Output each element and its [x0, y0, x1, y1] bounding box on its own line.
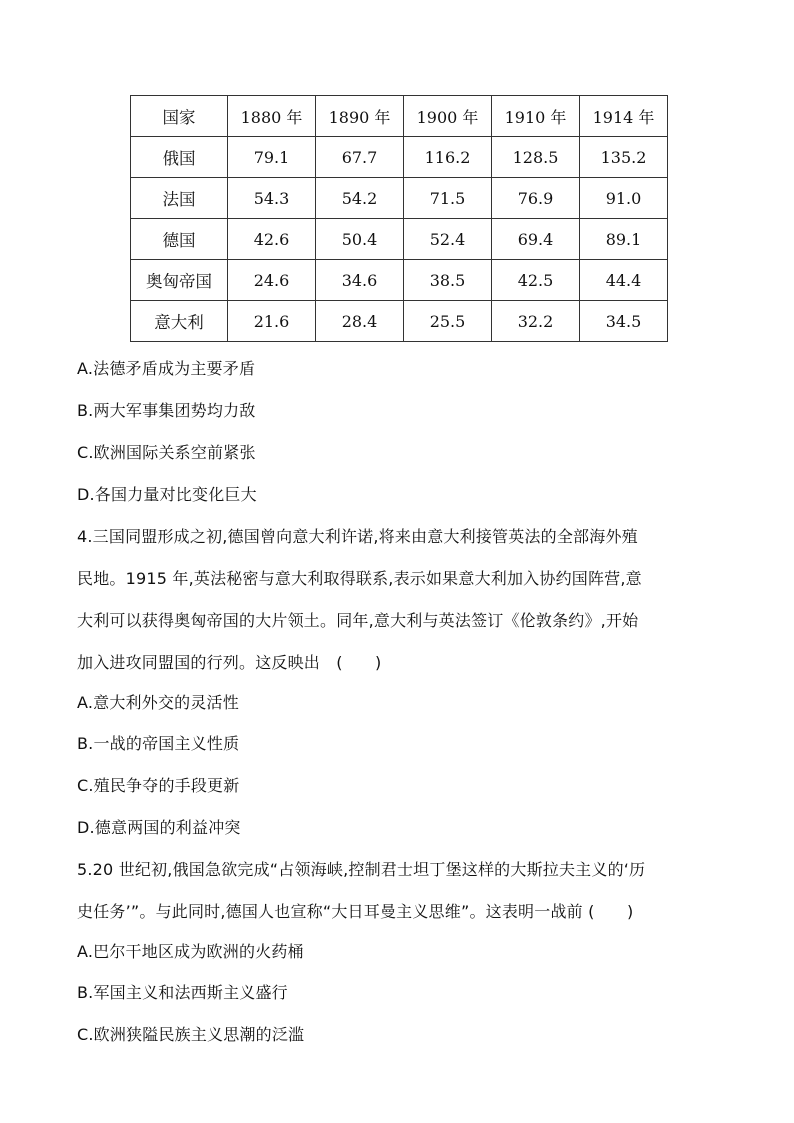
q4-option-b: B.一战的帝国主义性质 — [77, 734, 240, 753]
table-header-cell: 1914 年 — [580, 96, 668, 137]
table-cell-country: 德国 — [131, 219, 228, 260]
table-cell: 116.2 — [404, 137, 492, 178]
table-cell-country: 奥匈帝国 — [131, 260, 228, 301]
table-cell-country: 意大利 — [131, 301, 228, 342]
table-header-row — [131, 96, 668, 137]
table-header-cell: 1880 年 — [228, 96, 316, 137]
table-cell: 42.5 — [492, 260, 580, 301]
table-cell: 42.6 — [228, 219, 316, 260]
q5-stem-line-2: 史任务’”。与此同时,德国人也宣称“大日耳曼主义思维”。这表明一战前 ( ) — [77, 902, 634, 921]
table-cell: 54.2 — [316, 178, 404, 219]
table-row — [131, 260, 668, 301]
q3-option-c: C.欧洲国际关系空前紧张 — [77, 443, 256, 462]
table-cell: 28.4 — [316, 301, 404, 342]
table-cell: 91.0 — [580, 178, 668, 219]
q4-stem-line-3: 大利可以获得奥匈帝国的大片领土。同年,意大利与英法签订《伦敦条约》,开始 — [77, 611, 639, 630]
table-cell: 32.2 — [492, 301, 580, 342]
table-cell: 69.4 — [492, 219, 580, 260]
table-cell-country: 俄国 — [131, 137, 228, 178]
table-cell: 52.4 — [404, 219, 492, 260]
q4-option-a: A.意大利外交的灵活性 — [77, 693, 239, 712]
table-header-cell: 1910 年 — [492, 96, 580, 137]
table-row — [131, 301, 668, 342]
table-row — [131, 178, 668, 219]
q5-option-a: A.巴尔干地区成为欧洲的火药桶 — [77, 942, 304, 961]
table-cell: 54.3 — [228, 178, 316, 219]
table-cell: 44.4 — [580, 260, 668, 301]
q5-option-c: C.欧洲狭隘民族主义思潮的泛滥 — [77, 1025, 305, 1044]
table-row — [131, 219, 668, 260]
table-cell: 79.1 — [228, 137, 316, 178]
table-header-cell: 1900 年 — [404, 96, 492, 137]
q4-option-d: D.德意两国的利益冲突 — [77, 818, 241, 837]
q5-stem-line-1: 5.20 世纪初,俄国急欲完成“占领海峡,控制君士坦丁堡这样的大斯拉夫主义的‘历 — [77, 860, 646, 879]
q4-stem-line-2: 民地。1915 年,英法秘密与意大利取得联系,表示如果意大利加入协约国阵营,意 — [77, 569, 642, 588]
table-cell: 34.6 — [316, 260, 404, 301]
q4-stem-line-4: 加入进攻同盟国的行列。这反映出 ( ) — [77, 653, 382, 672]
table-cell-country: 法国 — [131, 178, 228, 219]
table-cell: 67.7 — [316, 137, 404, 178]
table-cell: 76.9 — [492, 178, 580, 219]
table-cell: 34.5 — [580, 301, 668, 342]
table-cell: 71.5 — [404, 178, 492, 219]
military-data-table — [130, 95, 668, 342]
table-cell: 135.2 — [580, 137, 668, 178]
table-cell: 89.1 — [580, 219, 668, 260]
table-cell: 50.4 — [316, 219, 404, 260]
q3-option-b: B.两大军事集团势均力敌 — [77, 401, 256, 420]
q4-option-c: C.殖民争夺的手段更新 — [77, 776, 240, 795]
table-row — [131, 137, 668, 178]
table-cell: 24.6 — [228, 260, 316, 301]
q3-option-d: D.各国力量对比变化巨大 — [77, 485, 257, 504]
table-header-cell: 1890 年 — [316, 96, 404, 137]
table-cell: 128.5 — [492, 137, 580, 178]
q5-option-b: B.军国主义和法西斯主义盛行 — [77, 983, 288, 1002]
table-cell: 25.5 — [404, 301, 492, 342]
table-cell: 38.5 — [404, 260, 492, 301]
table-cell: 21.6 — [228, 301, 316, 342]
q3-option-a: A.法德矛盾成为主要矛盾 — [77, 359, 256, 378]
q4-stem-line-1: 4.三国同盟形成之初,德国曾向意大利许诺,将来由意大利接管英法的全部海外殖 — [77, 527, 638, 546]
table-header-cell: 国家 — [131, 96, 228, 137]
